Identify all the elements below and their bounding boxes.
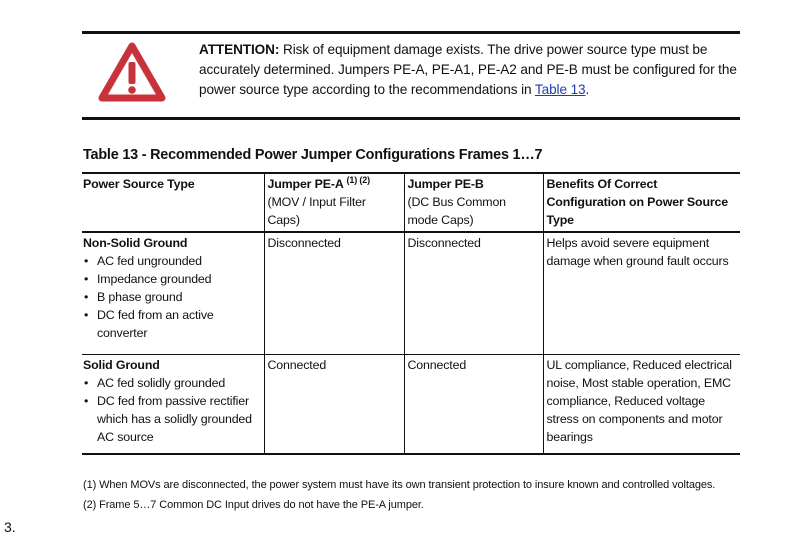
source-type-title: Solid Ground — [83, 357, 160, 372]
table-row — [82, 354, 740, 454]
page-marker: 3. — [4, 519, 16, 535]
list-item: • AC fed solidly grounded — [83, 374, 261, 392]
table-row — [82, 232, 740, 354]
attention-body: Risk of equipment damage exists. The drive power source type must be accurately determined. Jumpers PE-A, PE-A1, PE-A2 and PE-B must be configured for the power source type according to the recommendations in — [199, 42, 737, 97]
list-item: • Impedance grounded — [83, 270, 261, 288]
attention-top-rule — [82, 31, 740, 34]
source-type-list — [83, 252, 261, 342]
attention-message — [199, 40, 739, 100]
pe-b-cell: Disconnected — [404, 232, 543, 354]
list-item: • AC fed ungrounded — [83, 252, 261, 270]
pe-a-cell: Connected — [264, 354, 404, 454]
footnote-ref: (1) (2) — [346, 174, 370, 185]
pe-a-cell: Disconnected — [264, 232, 404, 354]
header-benefits: Benefits Of Correct Configuration on Power Source Type — [543, 173, 740, 232]
attention-bottom-rule — [82, 117, 740, 120]
attention-label: ATTENTION: — [199, 42, 280, 57]
warning-triangle-icon — [96, 40, 168, 106]
list-item: • DC fed from an active converter — [83, 306, 261, 342]
power-source-cell — [82, 354, 264, 454]
table-header-row — [82, 173, 740, 232]
header-jumper-pe-b: Jumper PE-B (DC Bus Common mode Caps) — [404, 173, 543, 232]
list-item: • B phase ground — [83, 288, 261, 306]
table-13-link[interactable]: Table 13 — [534, 82, 586, 97]
source-type-list — [83, 374, 261, 446]
power-source-cell — [82, 232, 264, 354]
pe-b-cell: Connected — [404, 354, 543, 454]
footnote-2: (2) Frame 5…7 Common DC Input drives do not have the PE-A jumper. — [83, 499, 424, 511]
header-power-source-type: Power Source Type — [82, 173, 264, 232]
footnote-1: (1) When MOVs are disconnected, the power system must have its own transient protection to insure known and controlled voltages. — [83, 479, 716, 491]
jumper-config-table — [82, 172, 740, 455]
table-caption: Table 13 - Recommended Power Jumper Configurations Frames 1…7 — [83, 147, 543, 163]
source-type-title: Non-Solid Ground — [83, 236, 188, 250]
header-jumper-pe-a: Jumper PE-A $^{(1) (2)}$ (MOV / Input Filter Caps) — [264, 173, 404, 232]
benefits-cell: UL compliance, Reduced electrical noise, Most stable operation, EMC compliance, Reduced voltage stress on components and motor bearings — [543, 354, 740, 454]
benefits-cell: Helps avoid severe equipment damage when ground fault occurs — [543, 232, 740, 354]
list-item: • DC fed from passive rectifier which has a solidly grounded AC source — [83, 392, 261, 446]
attention-end: . — [585, 82, 590, 97]
